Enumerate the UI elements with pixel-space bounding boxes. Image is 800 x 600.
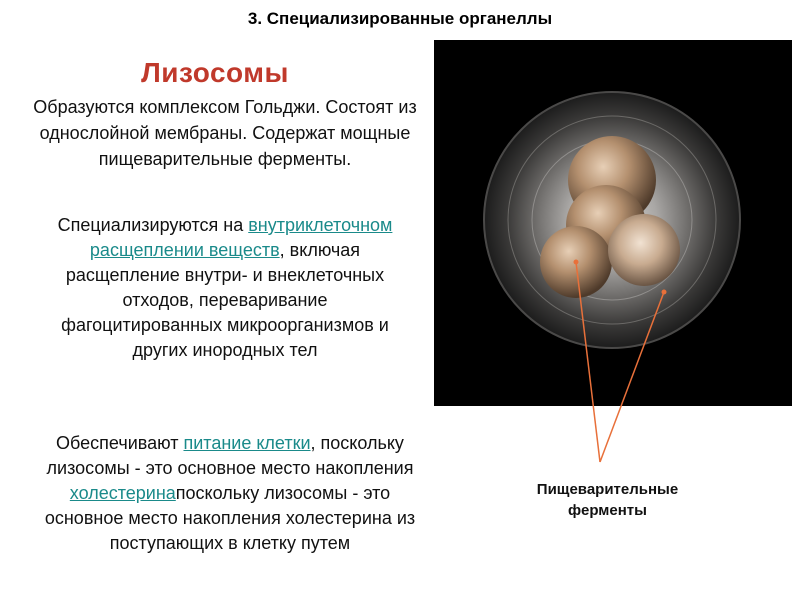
nutrition-text-prefix: Обеспечивают: [56, 433, 184, 453]
cell-nutrition-link[interactable]: питание клетки: [183, 433, 311, 453]
function-text-prefix: Специализируются на: [57, 215, 249, 235]
nutrition-text-middle: , поскольку лизосомы - это основное место накопления: [46, 433, 414, 478]
nutrition-paragraph: [40, 431, 420, 556]
description-paragraph: Образуются комплексом Гольджи. Состоят из однослойной мембраны. Содержат мощные пищеварительные ферменты.: [33, 97, 417, 169]
lysosome-image: [434, 40, 792, 406]
lysosome-illustration: [434, 40, 792, 406]
section-heading: Лизосомы: [141, 57, 289, 88]
function-text-suffix: , включая расщепление внутри- и внеклеточных отходов, переваривание фагоцитированных микроорганизмов и других инородных тел: [61, 240, 389, 360]
nutrition-text-suffix: поскольку лизосомы - это основное место накопления холестерина из поступающих в клетку путем: [44, 483, 416, 553]
function-paragraph: [40, 213, 410, 363]
enzymes-caption: Пищеварительные ферменты: [536, 481, 679, 519]
cholesterol-link[interactable]: холестерина: [69, 483, 176, 503]
slide-title: 3. Специализированные органеллы: [247, 9, 553, 28]
intracellular-digestion-link[interactable]: внутриклеточном расщеплении веществ: [89, 215, 393, 260]
